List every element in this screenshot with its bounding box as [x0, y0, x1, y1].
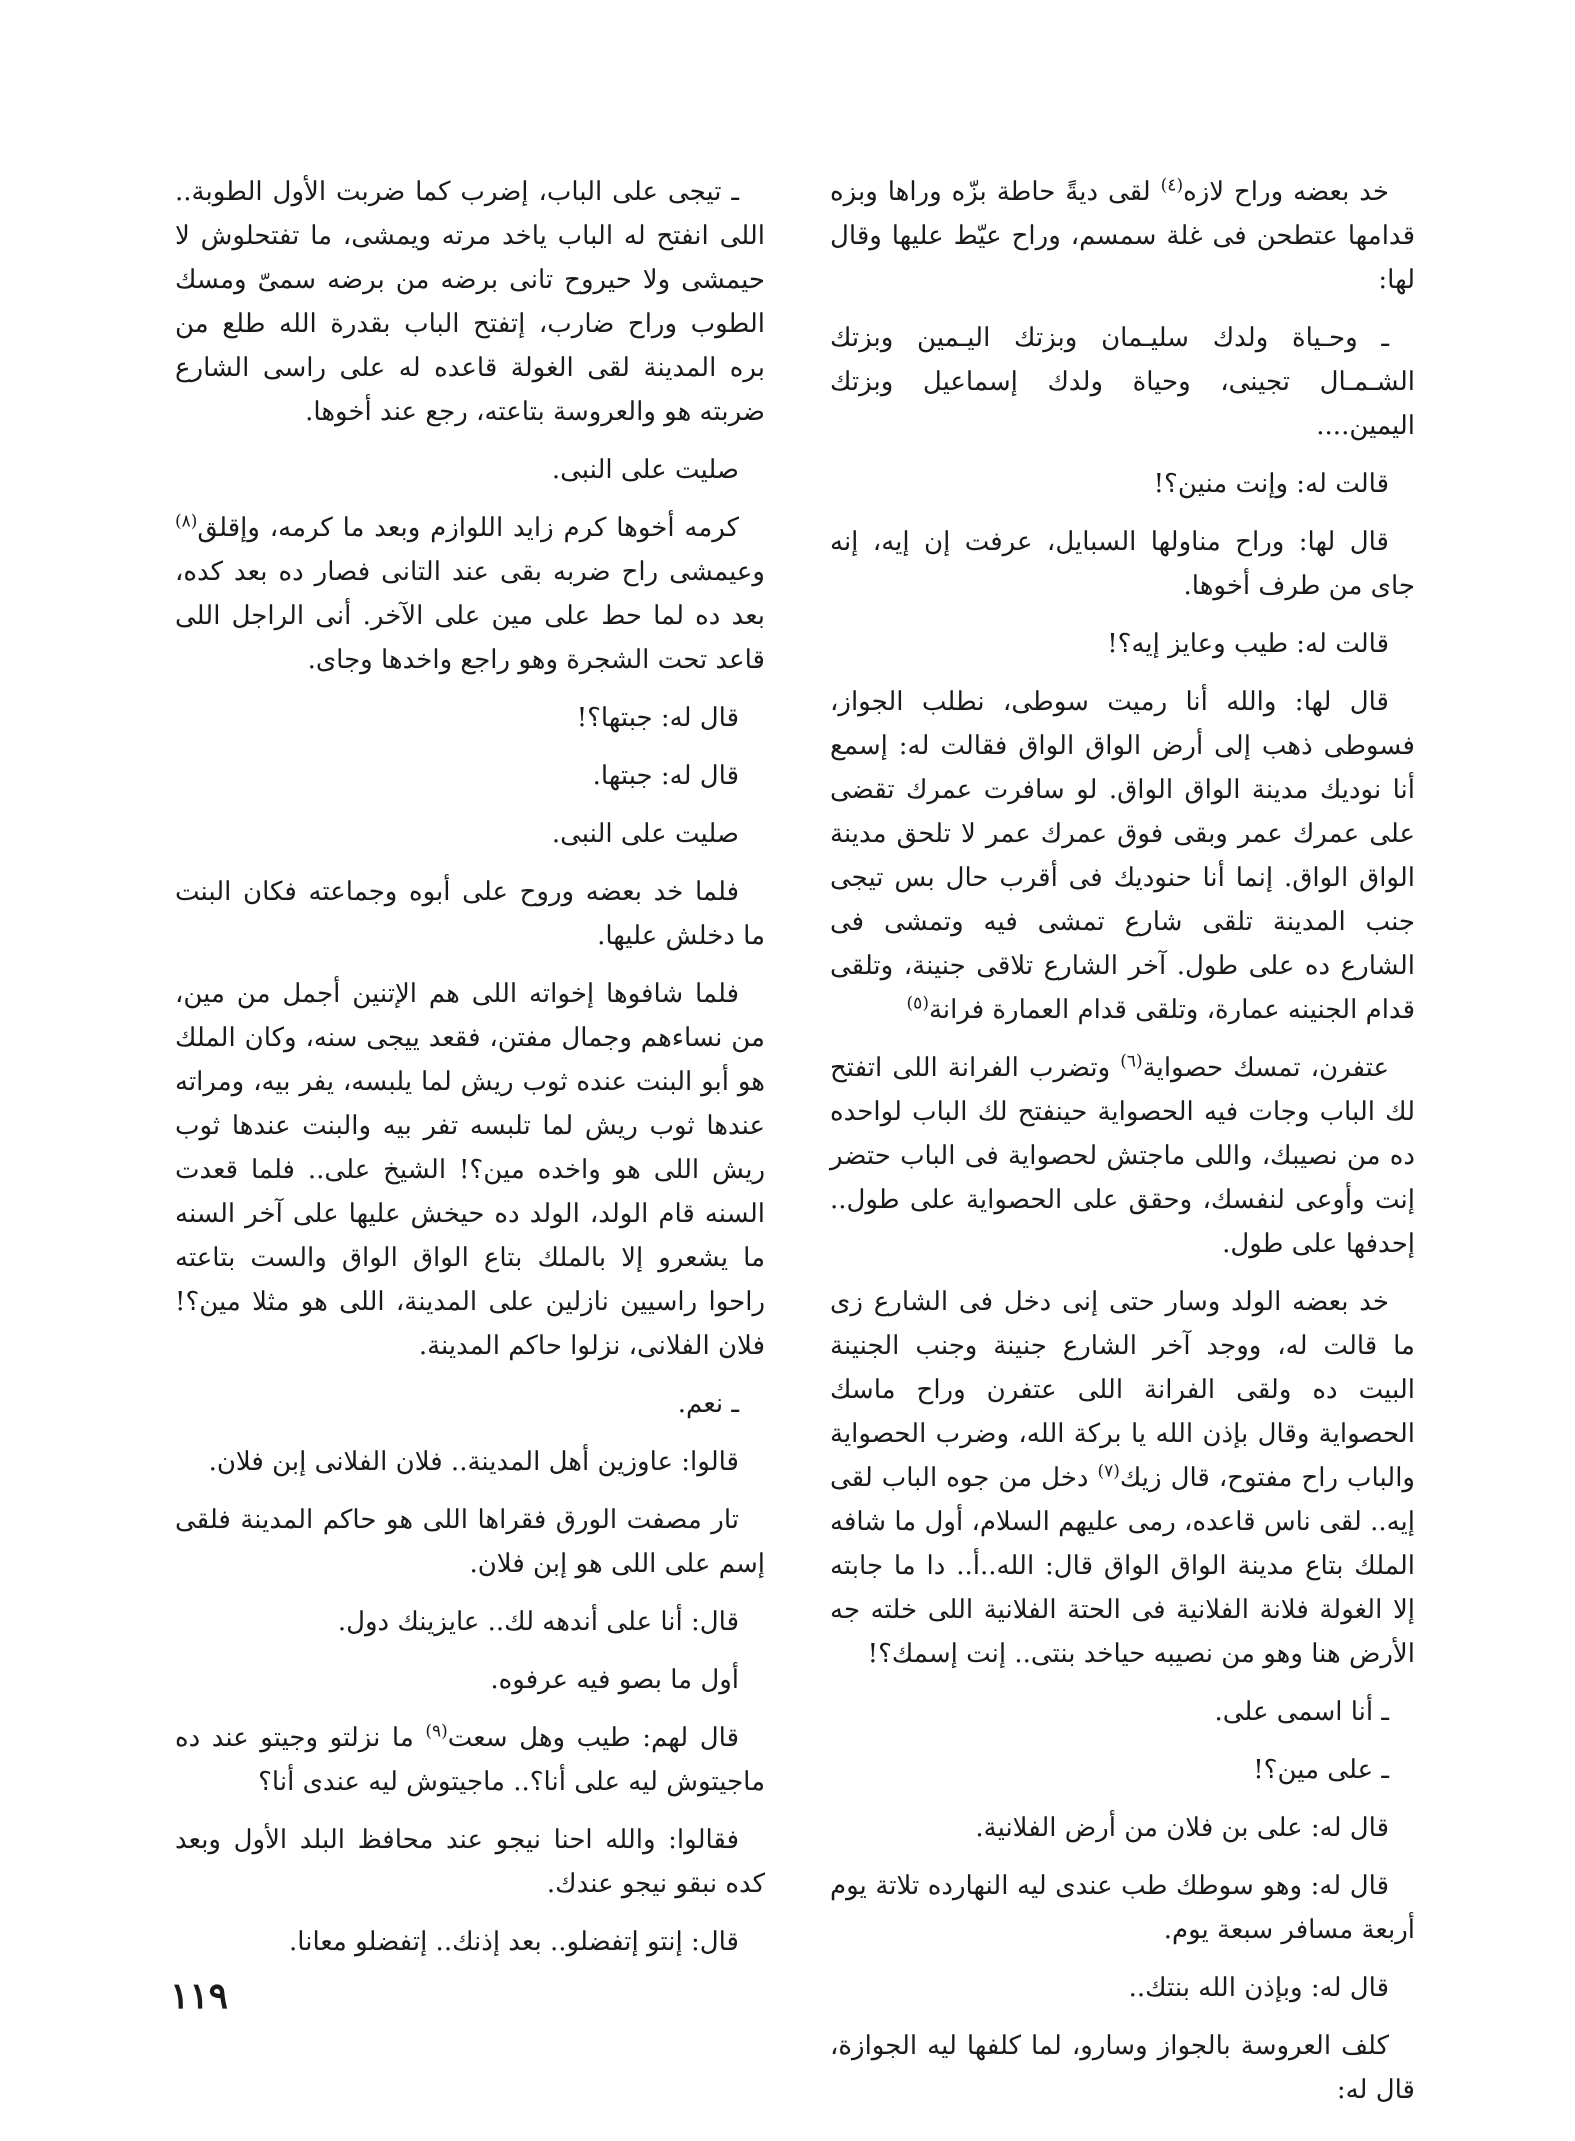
paragraph-text: وتضرب الفرانة اللى اتفتح لك الباب وجات فيه الحصواية حينفتح لك الباب لواحده ده من نصيبك، واللى ماجتش لحصواية فى الباب حتضر إنت وأوعى لنفسك، وحقق على الحصواية على طول.. إحدفها على طول.: [830, 1053, 1415, 1259]
paragraph-text: قال: أنا على أندهه لك.. عايزينك دول.: [337, 1607, 739, 1637]
footnote-marker: (٧): [1097, 1461, 1120, 1482]
paragraph-text: قال لها: والله أنا رميت سوطى، نطلب الجواز، فسوطى ذهب إلى أرض الواق الواق فقالت له: إسمع أنا نوديك مدينة الواق الواق. لو سافرت عمرك تقضى على عمرك عمر وبقى فوق عمرك عمر لا تلحق مدينة الواق الواق. إنما أنا حنوديك فى أقرب حال بس تيجى جنب المدينة تلقى شارع تمشى فيه وتمشى فى الشارع ده على طول. آخر الشارع تلاقى جنينة، وتلقى قدام الجنينه عمارة، وتلقى قدام العمارة فرانة: [830, 687, 1415, 1025]
paragraph-text: أول ما بصو فيه عرفوه.: [490, 1665, 739, 1695]
footnote-marker: (٤): [1160, 175, 1184, 196]
paragraph-text: ـ نعم.: [677, 1389, 739, 1419]
paragraph-text: ـ تيجى على الباب، إضرب كما ضربت الأول الطوبة.. اللى انفتح له الباب ياخد مرته ويمشى، ما تفتحلوش لا حيمشى ولا حيروح تانى برضه من برضه سمىّ ومسك الطوب وراح ضارب، إتفتح الباب بقدرة الله طلع من بره المدينة لقى الغولة قاعده له على راسى الشارع ضربته هو والعروسة بتاعته، رجع عند أخوها.: [175, 177, 765, 427]
paragraph: [830, 622, 1415, 666]
paragraph-text: لقى ديةً حاطة بزّه وراها وبزه قدامها عتطحن فى غلة سمسم، وراح عيّط عليها وقال لها:: [830, 177, 1415, 295]
paragraph: [830, 2024, 1415, 2112]
paragraph: [830, 462, 1415, 506]
paragraph-text: قال له: جبتها.: [592, 761, 739, 791]
paragraph-text: قالوا: عاوزين أهل المدينة.. فلان الفلانى إبن فلان.: [208, 1447, 739, 1477]
paragraph: [175, 1382, 765, 1426]
paragraph: [175, 870, 765, 958]
paragraph-text: كلف العروسة بالجواز وسارو، لما كلفها ليه الجوازة، قال له:: [830, 2031, 1415, 2105]
paragraph-text: خد بعضه الولد وسار حتى إنى دخل فى الشارع زى ما قالت له، ووجد آخر الشارع جنينة وجنب الجنينة البيت ده ولقى الفرانة اللى عتفرن وراح ماسك الحصواية وقال بإذن الله يا بركة الله، وضرب الحصواية والباب راح مفتوح، قال زيك: [830, 1287, 1415, 1493]
paragraph-text: قالت له: وإنت منين؟!: [1153, 469, 1389, 499]
paragraph-text: صليت على النبى.: [551, 819, 739, 849]
paragraph: [175, 1600, 765, 1644]
paragraph-text: قال له: على بن فلان من أرض الفلانية.: [975, 1813, 1389, 1843]
paragraph-text: دخل من جوه الباب لقى إيه.. لقى ناس قاعده، رمى عليهم السلام، أول ما شافه الملك بتاع مدينة الواق الواق قال: الله..أ.. دا ما جابته إلا الغولة فلانة الفلانية فى الحتة الفلانية اللى خلته جه الأرض هنا وهو من نصيبه حياخد بنتى.. إنت إسمك؟!: [830, 1463, 1415, 1669]
paragraph: [830, 316, 1415, 448]
paragraph: [830, 170, 1415, 302]
paragraph-text: قال له: جبتها؟!: [576, 703, 739, 733]
paragraph: [175, 506, 765, 682]
paragraph: [830, 520, 1415, 608]
paragraph-text: كرمه أخوها كرم زايد اللوازم وبعد ما كرمه، وإقلق: [197, 513, 739, 543]
paragraph: [830, 1864, 1415, 1952]
paragraph-text: قال: إنتو إتفضلو.. بعد إذنك.. إتفضلو معانا.: [289, 1927, 739, 1957]
paragraph: [175, 1920, 765, 1964]
paragraph-text: قالت له: طيب وعايز إيه؟!: [1107, 629, 1389, 659]
left-column: [175, 170, 765, 1978]
paragraph: [175, 812, 765, 856]
paragraph: [175, 754, 765, 798]
paragraph: [175, 170, 765, 434]
paragraph: [175, 1658, 765, 1702]
paragraph-text: صليت على النبى.: [551, 455, 739, 485]
paragraph: [830, 1690, 1415, 1734]
footnote-marker: (٦): [1120, 1051, 1143, 1072]
paragraph-text: ـ على مين؟!: [1253, 1755, 1389, 1785]
paragraph-text: فلما شافوها إخواته اللى هم الإتنين أجمل من مين، من نساءهم وجمال مفتن، فقعد ييجى سنه، وكان الملك هو أبو البنت عنده ثوب ريش لما يلبسه، يفر بيه، ومراته عندها ثوب ريش لما تلبسه تفر بيه والبنت عندها ثوب ريش اللى هو واخده مين؟! الشيخ على.. فلما قعدت السنه قام الولد، الولد ده حيخش عليها على آخر السنه ما يشعرو إلا بالملك بتاع الواق الواق والست بتاعته راحوا راسيين نازلين على المدينة، اللى هو مثلا مين؟! فلان الفلانى، نزلوا حاكم المدينة.: [175, 979, 765, 1361]
paragraph-text: فقالوا: والله احنا نيجو عند محافظ البلد الأول وبعد كده نبقو نيجو عندك.: [175, 1825, 765, 1899]
paragraph: [830, 1806, 1415, 1850]
paragraph-text: قال له: وهو سوطك طب عندى ليه النهارده تلاتة يوم أربعة مسافر سبعة يوم.: [830, 1871, 1415, 1945]
paragraph-text: فلما خد بعضه وروح على أبوه وجماعته فكان البنت ما دخلش عليها.: [175, 877, 765, 951]
paragraph: [830, 1046, 1415, 1266]
paragraph: [830, 1280, 1415, 1676]
footnote-marker: (٨): [175, 511, 198, 532]
paragraph: [830, 680, 1415, 1032]
right-column: [830, 170, 1415, 2126]
page-number: ١١٩: [170, 1975, 229, 2017]
footnote-marker: (٩): [425, 1721, 448, 1742]
paragraph-text: وعيمشى راح ضربه بقى عند التانى فصار ده بعد كده، بعد ده لما حط على مين على الآخر. أنى الراجل اللى قاعد تحت الشجرة وهو راجع واخدها وجاى.: [175, 557, 765, 675]
footnote-marker: (٥): [906, 993, 929, 1014]
paragraph-text: ما نزلتو وجيتو عند ده ماجيتوش ليه على أنا؟.. ماجيتوش ليه عندى أنا؟: [175, 1723, 765, 1797]
paragraph-text: قال لها: وراح مناولها السبايل، عرفت إن إيه، إنه جاى من طرف أخوها.: [830, 527, 1415, 601]
paragraph: [175, 972, 765, 1368]
paragraph: [175, 1440, 765, 1484]
paragraph-text: ـ أنا اسمى على.: [1214, 1697, 1389, 1727]
paragraph: [830, 1966, 1415, 2010]
paragraph: [175, 696, 765, 740]
paragraph: [830, 1748, 1415, 1792]
paragraph: [175, 1498, 765, 1586]
paragraph: [175, 1716, 765, 1804]
paragraph: [175, 448, 765, 492]
paragraph-text: خد بعضه وراح لازه: [1183, 177, 1389, 207]
paragraph-text: ـ وحـياة ولدك سليـمان وبزتك اليـمين وبزتك الشـمـال تجينى، وحياة ولدك إسماعيل وبزتك اليمين....: [830, 323, 1415, 441]
paragraph: [175, 1818, 765, 1906]
paragraph-text: قال له: وبإذن الله بنتك..: [1128, 1973, 1389, 2003]
paragraph-text: تار مصفت الورق فقراها اللى هو حاكم المدينة فلقى إسم على اللى هو إبن فلان.: [175, 1505, 765, 1579]
paragraph-text: عتفرن، تمسك حصواية: [1142, 1053, 1389, 1083]
paragraph-text: قال لهم: طيب وهل سعت: [447, 1723, 739, 1753]
